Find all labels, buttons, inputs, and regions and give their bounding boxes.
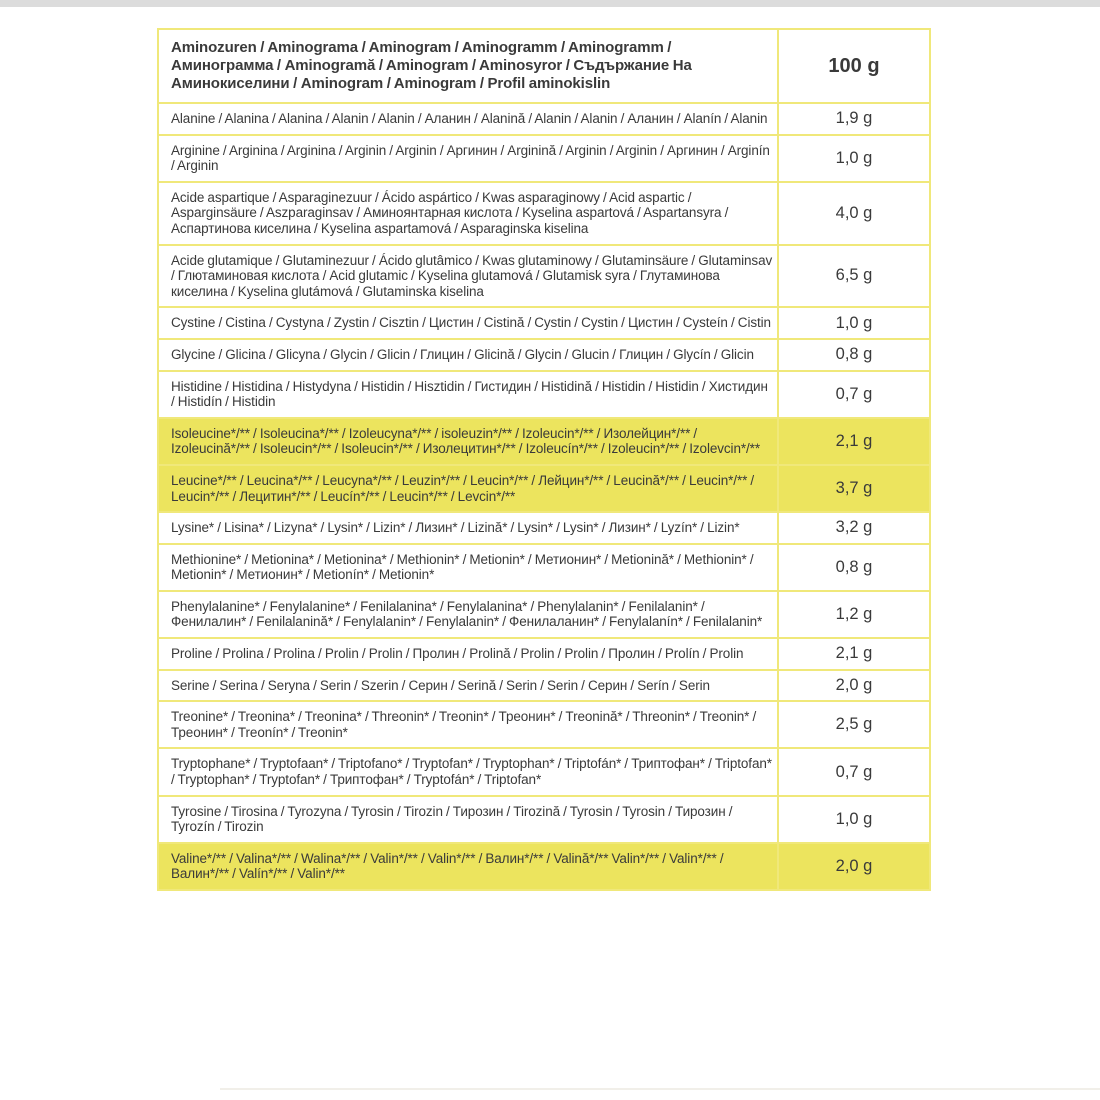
- amino-names: Tyrosine / Tirosina / Tyrozyna / Tyrosin / Tirozin / Тирозин / Tirozină / Tyrosin / Tyrosin / Тирозин / Tyrozín / Tirozin: [158, 796, 778, 843]
- amino-amount: 3,2 g: [778, 512, 930, 544]
- amino-amount: 1,2 g: [778, 591, 930, 638]
- amino-row: [158, 307, 930, 339]
- amino-names: Treonine* / Treonina* / Treonina* / Threonin* / Treonin* / Треонин* / Treonină* / Threonin* / Treonin* / Треонин* / Treonín* / Treonin*: [158, 701, 778, 748]
- amino-amount: 0,7 g: [778, 748, 930, 795]
- amino-row: [158, 512, 930, 544]
- amino-amount: 2,5 g: [778, 701, 930, 748]
- label-sheet: [157, 28, 931, 891]
- amino-amount: 2,0 g: [778, 843, 930, 890]
- amino-names: Alanine / Alanina / Alanina / Alanin / Alanin / Аланин / Alanină / Alanin / Alanin / Аланин / Alanín / Alanin: [158, 103, 778, 135]
- amino-row: [158, 748, 930, 795]
- amino-row: [158, 591, 930, 638]
- amino-row: [158, 670, 930, 702]
- amino-amount: 2,1 g: [778, 418, 930, 465]
- amino-row: [158, 638, 930, 670]
- amino-amount: 0,7 g: [778, 371, 930, 418]
- table-head: [158, 29, 930, 103]
- amino-amount: 0,8 g: [778, 339, 930, 371]
- amino-row: [158, 418, 930, 465]
- table-header-amount: 100 g: [778, 29, 930, 103]
- amino-amount: 1,0 g: [778, 307, 930, 339]
- amino-names: Arginine / Arginina / Arginina / Arginin / Arginin / Аргинин / Arginină / Arginin / Arginin / Аргинин / Arginín / Arginin: [158, 135, 778, 182]
- amino-names: Acide aspartique / Asparaginezuur / Ácido aspártico / Kwas asparaginowy / Acid aspartic / Asparginsäure / Aszparaginsav / Аминоянтарная кислота / Kyselina aspartová / Aspartansyra / Аспартинова киселина / Kyselina aspartamová / Asparaginska kiselina: [158, 182, 778, 245]
- amino-amount: 2,1 g: [778, 638, 930, 670]
- amino-row: [158, 843, 930, 890]
- amino-row: [158, 339, 930, 371]
- amino-row: [158, 701, 930, 748]
- amino-names: Glycine / Glicina / Glicyna / Glycin / Glicin / Глицин / Glicină / Glycin / Glucin / Глицин / Glycín / Glicin: [158, 339, 778, 371]
- amino-amount: 6,5 g: [778, 245, 930, 308]
- amino-names: Tryptophane* / Tryptofaan* / Triptofano* / Tryptofan* / Tryptophan* / Triptofán* / Триптофан* / Triptofan* / Tryptophan* / Tryptofan* / Триптофан* / Tryptofán* / Triptofan*: [158, 748, 778, 795]
- aminogram-table: [157, 28, 931, 891]
- amino-row: [158, 103, 930, 135]
- amino-amount: 3,7 g: [778, 465, 930, 512]
- amino-row: [158, 544, 930, 591]
- amino-amount: 0,8 g: [778, 544, 930, 591]
- amino-amount: 1,0 g: [778, 135, 930, 182]
- amino-amount: 2,0 g: [778, 670, 930, 702]
- amino-names: Isoleucine*/** / Isoleucina*/** / Izoleucyna*/** / isoleuzin*/** / Izoleucin*/** / Изолейцин*/** / Izoleucină*/** / Isoleucin*/** / Isoleucin*/** / Изолецитин*/** / Izoleucín*/** / Izoleucin*/** / Izolevcin*/**: [158, 418, 778, 465]
- table-body: [158, 103, 930, 890]
- bottom-divider: [220, 1088, 1100, 1090]
- amino-amount: 1,9 g: [778, 103, 930, 135]
- amino-names: Methionine* / Metionina* / Metionina* / Methionin* / Metionin* / Метионин* / Metionină* / Methionin* / Metionin* / Метионин* / Metionín* / Metionin*: [158, 544, 778, 591]
- table-header-title: Aminozuren / Aminograma / Aminogram / Aminogramm / Aminogramm / Аминограмма / Aminogramă / Aminogram / Aminosyror / Съдържание На Аминокиселини / Aminogram / Aminogram / Profil aminokislin: [158, 29, 778, 103]
- amino-names: Serine / Serina / Seryna / Serin / Szerin / Серин / Serină / Serin / Serin / Серин / Serín / Serin: [158, 670, 778, 702]
- amino-names: Acide glutamique / Glutaminezuur / Ácido glutâmico / Kwas glutaminowy / Glutaminsäure / Glutaminsav / Глютаминовая кислота / Acid glutamic / Kyselina glutamová / Glutamisk syra / Глутаминова киселина / Kyselina glutámová / Glutaminska kiselina: [158, 245, 778, 308]
- amino-names: Phenylalanine* / Fenylalanine* / Fenilalanina* / Fenylalanina* / Phenylalanin* / Fenilalanin* / Фенилалин* / Fenilalanină* / Fenylalanin* / Fenylalanin* / Фенилаланин* / Fenylalanín* / Fenilalanin*: [158, 591, 778, 638]
- amino-row: [158, 465, 930, 512]
- amino-names: Proline / Prolina / Prolina / Prolin / Prolin / Пролин / Prolină / Prolin / Prolin / Пролин / Prolín / Prolin: [158, 638, 778, 670]
- amino-row: [158, 182, 930, 245]
- table-header-row: [158, 29, 930, 103]
- amino-row: [158, 371, 930, 418]
- amino-names: Leucine*/** / Leucina*/** / Leucyna*/** / Leuzin*/** / Leucin*/** / Лейцин*/** / Leucină*/** / Leucin*/** / Leucin*/** / Лецитин*/** / Leucín*/** / Leucin*/** / Levcin*/**: [158, 465, 778, 512]
- amino-names: Lysine* / Lisina* / Lizyna* / Lysin* / Lizin* / Лизин* / Lizină* / Lysin* / Lysin* / Лизин* / Lyzín* / Lizin*: [158, 512, 778, 544]
- amino-names: Valine*/** / Valina*/** / Walina*/** / Valin*/** / Valin*/** / Валин*/** / Valină*/** Valin*/** / Valin*/** / Валин*/** / Valín*/** / Valin*/**: [158, 843, 778, 890]
- amino-names: Cystine / Cistina / Cystyna / Zystin / Cisztin / Цистин / Cistină / Cystin / Cystin / Цистин / Cysteín / Cistin: [158, 307, 778, 339]
- amino-names: Histidine / Histidina / Histydyna / Histidin / Hisztidin / Гистидин / Histidină / Histidin / Histidin / Хистидин / Histidín / Histidin: [158, 371, 778, 418]
- amino-row: [158, 135, 930, 182]
- amino-amount: 1,0 g: [778, 796, 930, 843]
- top-strip: [0, 0, 1100, 7]
- amino-row: [158, 796, 930, 843]
- amino-row: [158, 245, 930, 308]
- amino-amount: 4,0 g: [778, 182, 930, 245]
